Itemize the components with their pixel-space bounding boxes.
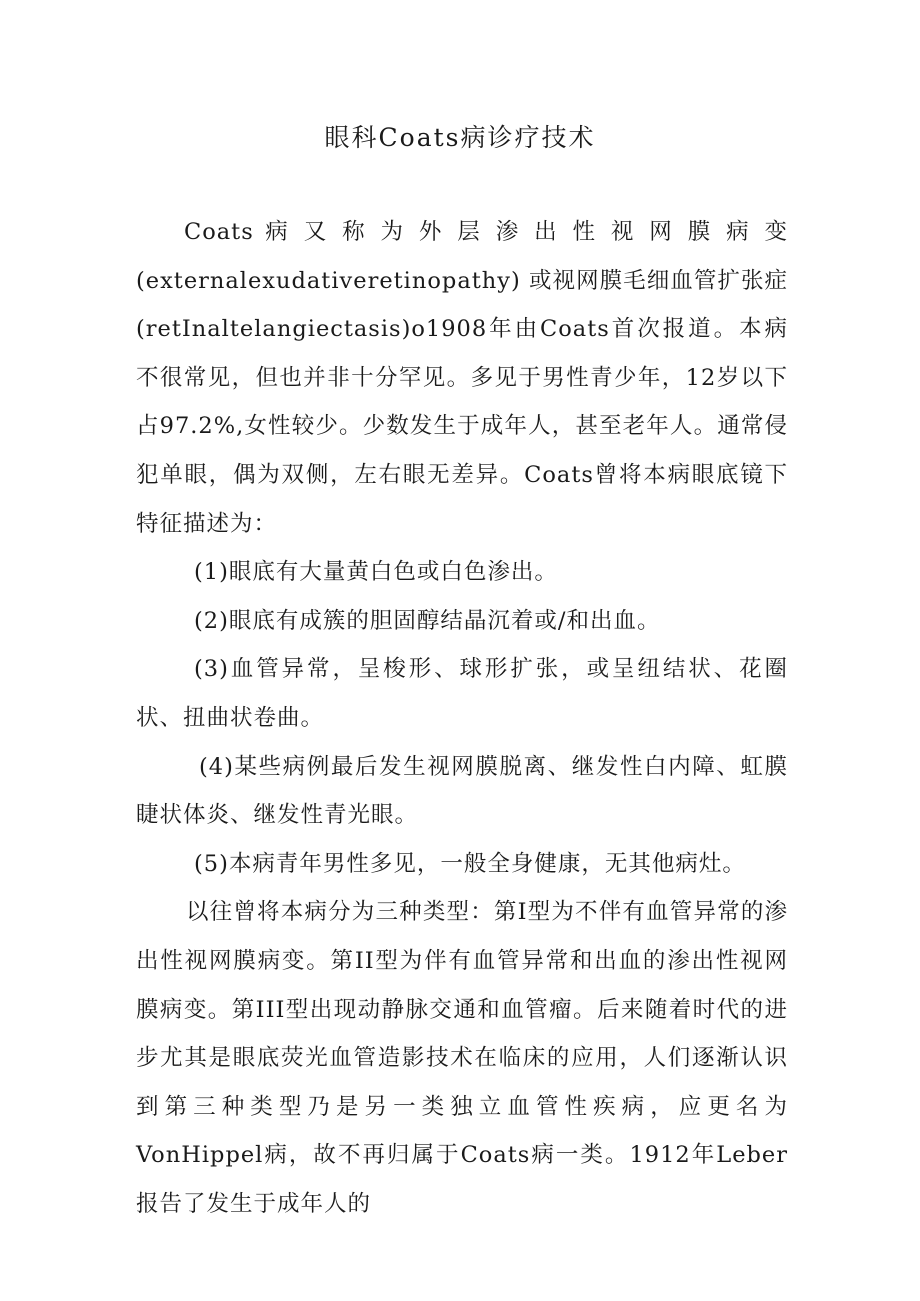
intro-paragraph: (externalexudativeretinopathy) 或视网膜毛细血管扩张症(retInaltelangiectasis)o1908年由Coats首次报道。本病不很常见，但也并非十分罕见。多见于男性青少年，12岁以下占97.2%,女性较少。少数发生于成年人，甚至老年人。通常侵犯单眼，偶为双侧，左右眼无差异。Coats曾将本病眼底镜下特征描述为： — [136, 267, 788, 537]
intro-paragraph-first-line: Coats 病 又 称 为 外 层 渗 出 性 视 网 膜 病 变 — [184, 219, 788, 245]
document-body — [136, 208, 788, 1228]
feature-item-5: (5)本病青年男性多见，一般全身健康，无其他病灶。 — [194, 850, 746, 877]
feature-item-1: (1)眼底有大量黄白色或白色渗出。 — [194, 559, 558, 586]
page-title: 眼科Coats病诊疗技术 — [324, 123, 596, 152]
classification-paragraph: 以往曾将本病分为三种类型：第I型为不伴有血管异常的渗出性视网膜病变。第II型为伴有血管异常和出血的渗出性视网膜病变。第III型出现动静脉交通和血管瘤。后来随着时代的进步尤其是眼底荧光血管造影技术在临床的应用，人们逐渐认识到第三种类型乃是另一类独立血管性疾病，应更名为VonHippel病，故不再归属于Coats病一类。1912年Leber报告了发生于成年人的 — [136, 899, 788, 1217]
feature-item-3: (3)血管异常，呈梭形、球形扩张，或呈纽结状、花圈状、扭曲状卷曲。 — [136, 656, 788, 731]
feature-item-4: (4)某些病例最后发生视网膜脱离、继发性白内障、虹膜睫状体炎、继发性青光眼。 — [136, 753, 788, 829]
feature-item-2: (2)眼底有成簇的胆固醇结晶沉着或/和出血。 — [194, 607, 661, 634]
